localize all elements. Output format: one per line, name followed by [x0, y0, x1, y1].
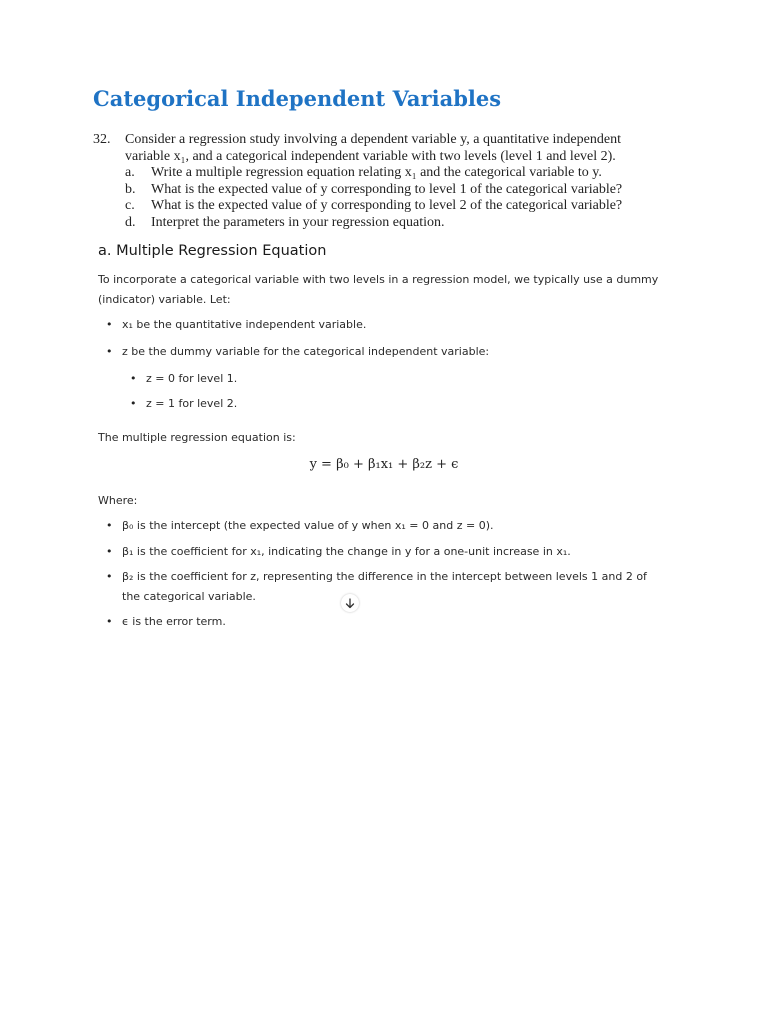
bullet-x1: x₁ be the quantitative independent variable.	[122, 318, 367, 331]
bullet-dot: •	[106, 345, 113, 358]
problem-text-line-1: Consider a regression study involving a dependent variable y, a quantitative independent	[125, 132, 621, 147]
bullet-level-2: z = 1 for level 2.	[146, 397, 238, 410]
bullet-beta2-line-2: the categorical variable.	[122, 590, 256, 603]
problem-line-1	[93, 132, 653, 149]
intro-line-2: (indicator) variable. Let:	[98, 293, 231, 306]
part-text: What is the expected value of y corresponding to level 1 of the categorical variable?	[151, 181, 623, 197]
part-label: a.	[125, 165, 135, 180]
regression-equation: y = β₀ + β₁x₁ + β₂z + ϵ	[309, 457, 459, 472]
bullet-dot: •	[106, 545, 113, 558]
problem-part-b	[93, 182, 653, 199]
part-text: Write a multiple regression equation relating x₁ and the categorical variable to y.	[151, 165, 602, 180]
bullet-beta2-line-1: β₂ is the coefficient for z, representing the difference in the intercept between levels 1 and 2 of	[122, 570, 647, 583]
problem-statement	[93, 132, 653, 231]
page-title: Categorical Independent Variables	[93, 86, 502, 111]
where-label: Where:	[98, 494, 138, 507]
bullet-dot: •	[106, 615, 113, 628]
section-heading: a. Multiple Regression Equation	[98, 243, 327, 259]
bullet-dot: •	[130, 372, 137, 385]
part-label: c.	[125, 198, 135, 213]
bullet-z: z be the dummy variable for the categorical independent variable:	[122, 345, 490, 358]
problem-line-2	[93, 149, 653, 166]
part-label: b.	[125, 181, 136, 197]
part-text: Interpret the parameters in your regression equation.	[151, 214, 445, 230]
arrow-down-icon	[345, 598, 355, 609]
problem-part-a	[93, 165, 653, 182]
bullet-dot: •	[130, 397, 137, 410]
problem-number: 32.	[93, 132, 111, 147]
problem-text-line-2: variable x₁, and a categorical independent variable with two levels (level 1 and level 2).	[125, 148, 616, 164]
part-text: What is the expected value of y corresponding to level 2 of the categorical variable?	[151, 198, 623, 213]
equation-intro: The multiple regression equation is:	[98, 431, 296, 444]
bullet-dot: •	[106, 570, 113, 583]
problem-part-d	[93, 215, 653, 232]
bullet-beta0: β₀ is the intercept (the expected value of y when x₁ = 0 and z = 0).	[122, 519, 494, 532]
intro-line-1: To incorporate a categorical variable with two levels in a regression model, we typically use a dummy	[98, 273, 659, 286]
bullet-dot: •	[106, 318, 113, 331]
scroll-down-button[interactable]	[341, 594, 359, 612]
bullet-beta1: β₁ is the coefficient for x₁, indicating the change in y for a one-unit increase in x₁.	[122, 545, 571, 558]
bullet-level-1: z = 0 for level 1.	[146, 372, 238, 385]
part-label: d.	[125, 214, 136, 230]
bullet-epsilon: ϵ is the error term.	[122, 615, 226, 628]
bullet-dot: •	[106, 519, 113, 532]
problem-part-c	[93, 198, 653, 215]
